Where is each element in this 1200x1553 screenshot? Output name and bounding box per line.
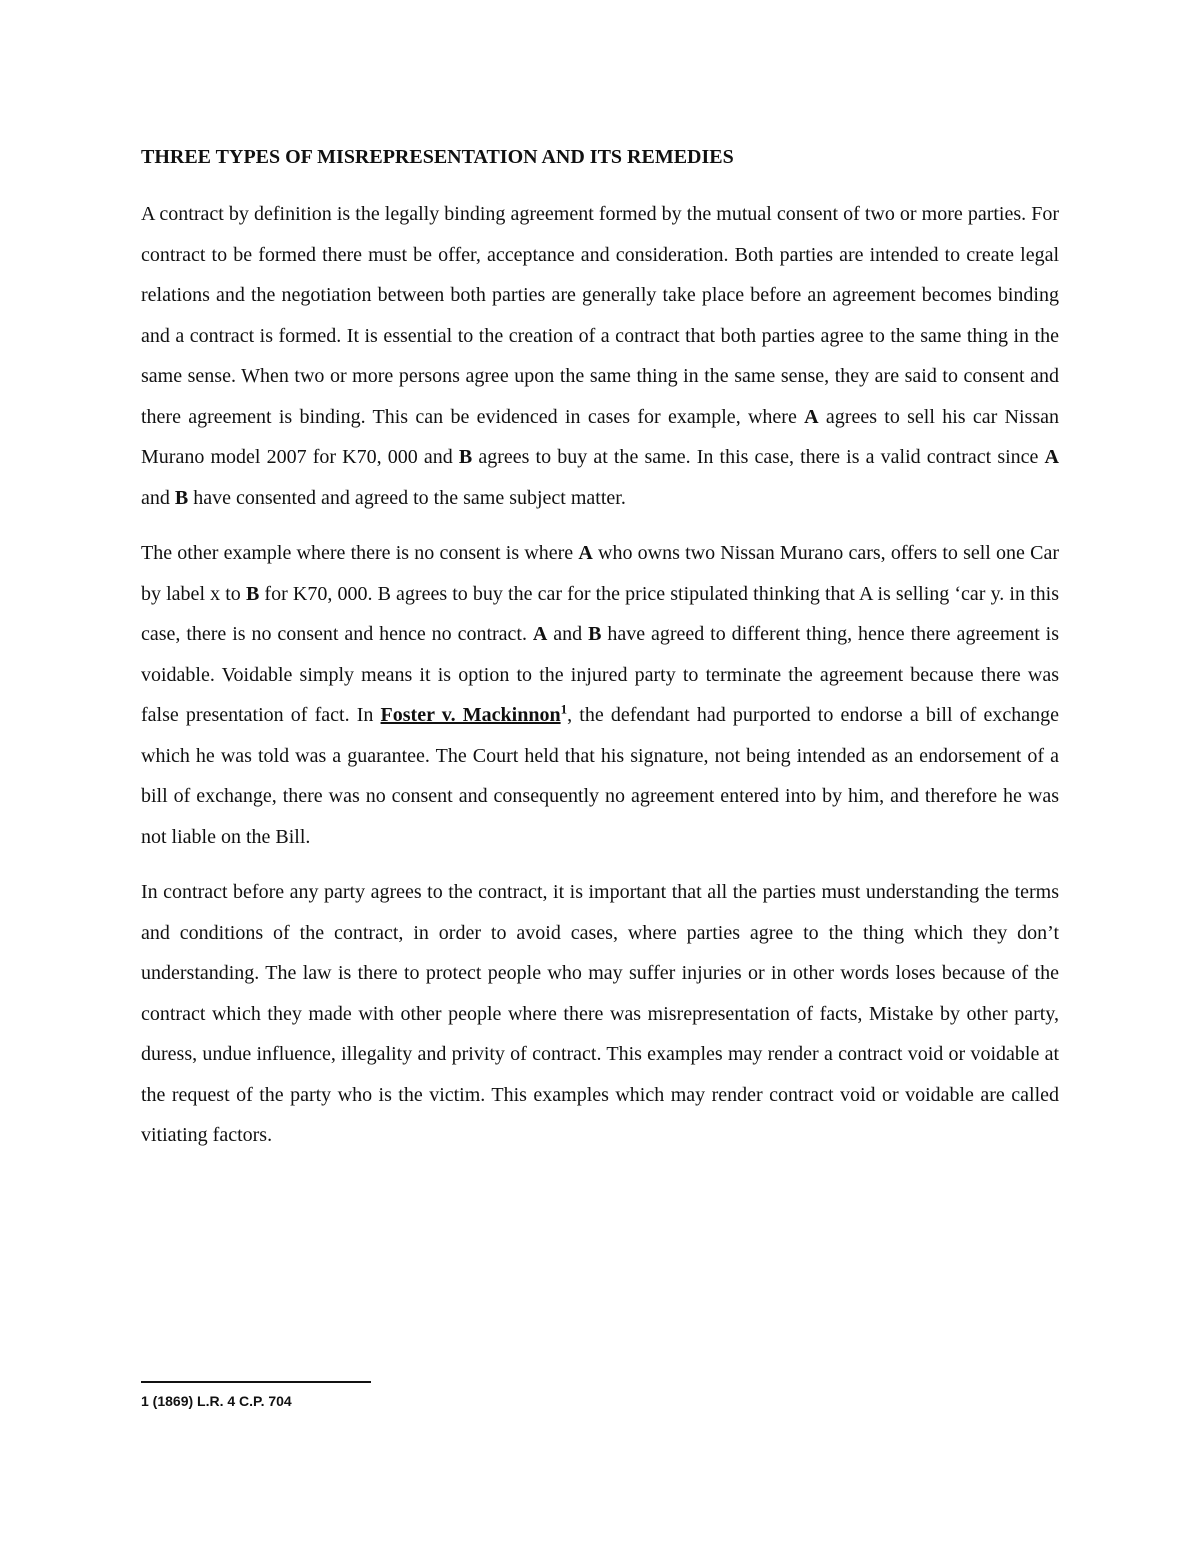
party-a: A bbox=[804, 405, 819, 428]
footnote bbox=[141, 1391, 641, 1411]
text-run: have agreed to different thing, hence there agreement is voidable. Voidable simply means it is option to the injured party to terminate the agreement because there was false presentation of fact. In bbox=[141, 623, 1059, 726]
text-run: The other example where there is no consent is where bbox=[141, 542, 579, 564]
text-run: have consented and agreed to the same subject matter. bbox=[188, 486, 626, 509]
text-run: A contract by definition is the legally binding agreement formed by the mutual consent of two or more parties. For contract to be formed there must be offer, acceptance and consideration. Both parties are intended to create legal relations and the negotiation between both parties are generally take place before an agreement becomes binding and a contract is formed. It is essential to the creation of a contract that both parties agree to the same thing in the same sense. When two or more persons agree upon the same thing in the same sense, they are said to consent and there agreement is binding. This can be evidenced in cases for example, where bbox=[141, 203, 1059, 428]
text-run: who owns two Nissan Murano cars, offers to sell one Car by label x to bbox=[141, 542, 1059, 605]
case-citation: Foster v. Mackinnon bbox=[380, 704, 561, 726]
document-page bbox=[141, 140, 1059, 1171]
text-run: , the defendant had purported to endorse a bill of exchange which he was told was a guarantee. The Court held that his signature, not being intended as an endorsement of a bill of exchange, there was no consent and consequently no agreement entered into by him, and therefore he was not liable on the Bill. bbox=[141, 704, 1059, 848]
paragraph-1 bbox=[141, 194, 1059, 518]
party-b: B bbox=[174, 486, 189, 509]
footnote-section bbox=[141, 1381, 641, 1411]
footnote-reference: 1 bbox=[560, 701, 568, 717]
footnote-text: (1869) L.R. 4 C.P. 704 bbox=[148, 1393, 292, 1409]
paragraph-3: In contract before any party agrees to the contract, it is important that all the parties must understanding the terms and conditions of the contract, in order to avoid cases, where parties agree to the thing which they don’t understanding. The law is there to protect people who may suffer injuries or in other words loses because of the contract which they made with other people where there was misrepresentation of facts, Mistake by other party, duress, undue influence, illegality and privity of contract. This examples may render a contract void or voidable at the request of the party who is the victim. This examples which may render contract void or voidable are called vitiating factors. bbox=[141, 881, 1059, 1146]
text-run: for K70, 000. B agrees to buy the car for the price stipulated thinking that A is selling ‘car y. in this case, there is no consent and hence no contract. bbox=[141, 582, 1059, 645]
party-a: A bbox=[1044, 446, 1059, 468]
text-run: and bbox=[547, 623, 589, 645]
party-b: B bbox=[588, 623, 602, 645]
text-run: agrees to buy at the same. In this case, there is a valid contract since bbox=[472, 446, 1045, 468]
text-run: agrees to sell his car Nissan Murano model 2007 for K70, 000 and bbox=[141, 405, 1059, 468]
party-b: B bbox=[458, 446, 473, 468]
document-title: THREE TYPES OF MISREPRESENTATION AND ITS REMEDIES bbox=[141, 146, 734, 168]
paragraph-2 bbox=[141, 533, 1059, 857]
party-a: A bbox=[532, 623, 548, 645]
party-b: B bbox=[245, 582, 260, 605]
footnote-separator bbox=[141, 1381, 371, 1383]
text-run: and bbox=[141, 486, 175, 509]
footnote-number: 1 bbox=[141, 1393, 149, 1409]
party-a: A bbox=[578, 542, 593, 564]
